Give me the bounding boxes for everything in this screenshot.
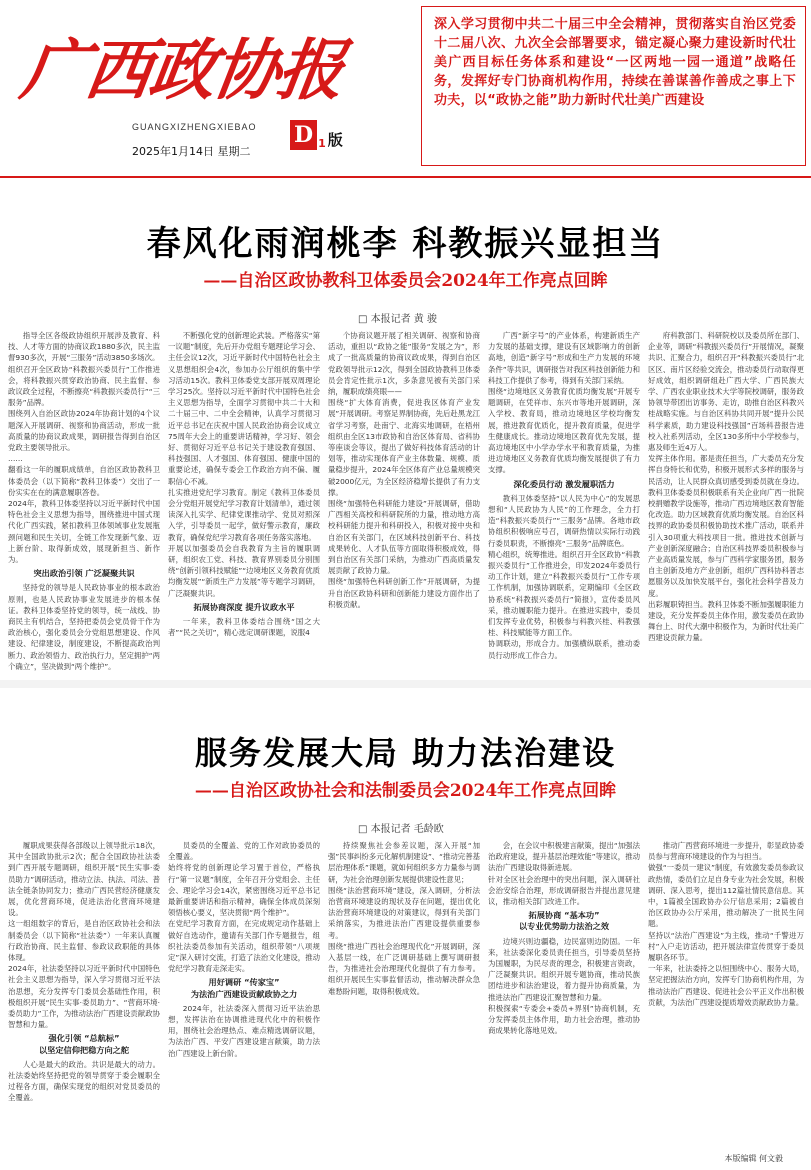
paragraph: 教科卫体委坚持“以人民为中心”的发展思想和“人民政协为人民”的工作理念，全力打造“科教振兴委员行”“三服务”品牌。各地市政协组织积极响应号召，调研热情以实际行动践行委员职责，不断擦亮“三服务”品牌底色。 精心组织，统筹推进。组织召开全区政协“科教振兴委员行”工作推进会，印发2024年委员行动工作计划，建立“科教振兴委员行”工作专项工作机制，加强协调联系，定期编印《全区政协系统“科教振兴委员行”简报》，宣传委员风采，推动履职能力提升。在推进实践中，委员们发挥专业优势，积极参与科教兴桂、科教强桂、科技赋能等方面工作。 协调联动，形成合力。加强横纵联系，推动委员行动形成工作合力。 — [488, 493, 640, 660]
article-1-column-3 — [328, 330, 480, 675]
paragraph: 坚持党的领导是人民政协事业的根本政治原则，也是人民政协事业发展进步的根本保证。教科卫体委坚持党的领导，统一战线、协商民主有机结合，坚持把委员会党员骨干作为政治核心，强化委员会分党组思想建设、作风建设、纪律建设，制度建设，不断提高政治判断力、政治领悟力、政治执行力，坚定拥护“两个确立”，坚决做到“两个维护”。 — [8, 583, 160, 671]
masthead — [0, 0, 811, 176]
page-editor: 本版编辑 何文毅 — [724, 1154, 783, 1163]
logo-pinyin: GUANGXIZHENGXIEBAO — [132, 122, 257, 132]
section-heading: 深化委员行动 激发履职活力 — [513, 478, 615, 489]
article-2 — [0, 690, 811, 1170]
edition-mark — [290, 120, 343, 150]
edition-label: 版 — [327, 131, 343, 149]
section-heading: 拓展协商深度 提升议政水平 — [193, 601, 295, 612]
article-2-column-3 — [328, 840, 480, 1158]
article-2-column-4 — [488, 840, 640, 1158]
article-1-column-1 — [8, 330, 160, 675]
edition-number: 1 — [318, 137, 326, 150]
section-heading: 用好调研 “传家宝” 为法治广西建设贡献政协之力 — [190, 977, 298, 999]
paragraph: 推动广西营商环境进一步提升，彰显政协委员参与营商环境建设的作为与担当。 做强“一委员一建议”制度，有效激发委员参政议政热情，委员们立足自身专业为社会发展，积极调研、深入思考，提出112篇社情民意信息。其中，1篇被全国政协办公厅信息采用；2篇被自治区政协办公厅采用，推动解决了一批民生问题。 坚持以“法治广西建设”为主线，推动“千警进万村”入户走访活动，把开展法律宣传贯穿于委员履职各环节。 一年来，社法委持之以恒围绕中心、服务大局，坚定把握法治方向，发挥专门协商机构作用，为推动法治广西建设、促进社会公平正义作出积极贡献，为法治广西建设提质增效贡献政协力量。 — [648, 841, 804, 1007]
edition-letter: D — [290, 120, 317, 150]
paragraph: 广西“新字号”的产业体系，构建新质生产力发展的基础支撑，建设有区域影响力的创新高地，创造“新字号”形成和生产力发展的环境条件”等共识，调研报告对我区科技创新能力和科技工作提供了参考，得到有关部门采纳。 围绕“边境地区义务教育优质均衡发展”开展专题调研，在凭祥市、东兴市等地开展调研，深入学校、教育局，推动边境地区学校均衡发展，推进教育优质化，提升教育质量，促进学生健康成长。推动边境地区教育优先发展，提高边境地区中小学办学水平和教育质量，为推进边境地区义务教育优质均衡发展提供了有力支撑。 — [488, 331, 640, 475]
paragraph: 会，在会议中积极建言献策，提出“加强法治政府建设，提升基层治理效能”等建议，推动法治广西建设取得新进展。 针对全区社会治理中的突出问题，深入调研社会治安综合治理，形成调研报告并提出意见建议，推动相关部门改进工作。 — [488, 841, 640, 907]
paragraph: 人心是最大的政治。共识是最大的动力。社法委始终坚持把党的领导贯穿于委会履职全过程各方面，确保实现党的组织对党员委员的全覆盖。 — [8, 1059, 160, 1103]
paragraph: 个协商议题开展了相关调研、视察和协商活动，重担以“政协之能”服务“发展之为”，形成了一批高质量的协商议政成果，得到自治区党政领导批示12次，得到全国政协教科卫体委员会肯定性批示1次，多条意见被有关部门采纳，履职成绩亮眼—— 围绕“扩大体育消费，促进我区体育产业发展”开展调研。考察足界制协商，先后赴黑龙江省学习考察，赴南宁、北海实地调研，在梧州组织由全区13市政协和自治区体育局、省科协等座谈会等议，提出了做好科技体育活动的计划等，推动实现体育产业主体数量、规模、质量稳步提升，2024年全区体育产业总量规模突破2000亿元，为全区经济稳增长提供了有力支撑。 围绕“加强特色科研能力建设”开展调研，借助广西相关高校和科研院所的力量，推动地方高校科研能力提升和科研投入，积极对接中央和自治区有关部门，在区域科技创新平台、科技成果转化、人才队伍等方面取得积极成效，得到自治区有关部门采纳，为推动广西高质量发展贡献了政协力量。 围绕“加强特色科研创新工作”开展调研，为提升自治区政协科研和创新能力建设方面作出了积极贡献。 — [328, 331, 480, 609]
paragraph: 不断强化党的创新理论武装。严格落实“第一议题”制度，先后开办党组专题理论学习会、主任会议12次，习近平新时代中国特色社会主义思想组织会4次，参加办公厅组织的集中学习活动15次。教科卫体委党支部开展双周理论学习25次。坚持以习近平新时代中国特色社会主义思想为指导，全面学习贯彻中共二十大和二十届三中、二中全会精神，认真学习贯彻习近平总书记在庆祝中国人民政治协商会议成立75周年大会上的重要讲话精神，学习好、领会好、贯彻好习近平总书记关于建设教育强国、科技强国、人才强国、体育强国、健康中国的重要论述，确保专委会工作政治方向不偏、履职信心不减。 扎实推进党纪学习教育。制定《教科卫体委员会分党组开展党纪学习教育计划清单》，通过领读深入扎实学、纪律党课推动学、党员对照深入学，引导委员一起学，做好警示教育，廉政教育，确保党纪学习教育各项任务落实落地。 开展以加强委员会自我教育为主旨的履职调研，组织农工党、科技、教育界别委员分别围绕“创新引领科技赋能”“边境地区义务教育优质均衡发展”“新质生产力发展”等专题学习调研，广泛凝聚共识。 — [168, 331, 320, 598]
slogan-banner — [421, 6, 806, 166]
section-heading: 强化引领 “总航标” 以坚定信仰把稳方向之舵 — [38, 1033, 130, 1055]
paragraph: 府科教部门、科研院校以及委员所在部门、企业等，调研“科教振兴委员行”开展情况，凝聚共识、汇聚合力，组织召开“科教振兴委员行”北区区、南片区经验交流会，推动委员行动取得更好成效，组织调研组赴广西大学、广西民族大学、广西农业职业技术大学等院校调研，服务政协领导带团出访事务、走访，助推自治区科教兴桂战略实施。与自治区科协共同开展“提升公民科学素质，助力建设科技强国”百场科普报告进校入社系列活动，全区130多所中小学校参与，惠及师生近4万人。 发挥主体作用。都是责任担当，广大委员充分发挥自身特长和优势，积极开展形式多样的服务与民活动，让人民群众真切感受到委员就在身边。教科卫体委委员积极联系有关企业向广西一批院校捐赠教学设施等，推动广西边境地区教育智能化改造。助力区域教育优质均衡发展。自治区科技界的政协委员积极协助技术推广活动，联系并引入30项重大科技项目一批。推进技术创新与产业创新深度融合；自治区科技界委员积极参与产业高质量发展，参与广西科学家服务团，服务自主创新及地方产业创新，组织广西科协科普志愿服务以及加快发展平台，强化社会科学普及力度。 出彩履职铸担当。教科卫体委不断加强履职能力建设，充分发挥委员主体作用，激发委员在政协舞台上、时代大潮中积极作为，为新时代壮美广西建设贡献力量。 — [648, 331, 804, 643]
article-1-title: 春风化雨润桃李 科教振兴显担当 — [146, 224, 665, 264]
issue-date: 2025年1月14日 星期二 — [132, 145, 251, 158]
article-1 — [0, 180, 811, 680]
article-1-subtitle: ——自治区政协教科卫体委员会2024年工作亮点回眸 — [203, 271, 608, 291]
newspaper-logo — [16, 20, 412, 120]
masthead-divider — [0, 176, 811, 178]
paragraph: 指导全区各级政协组织开展涉及教育、科技、人才等方面的协商议政1880多次，民主监督930多次，开展“三服务”活动3850多场次。 组织召开全区政协“科教振兴委员行”工作推进会，将科教振兴贯穿政治协商、民主监督、参政议政全过程，不断擦亮“科教振兴委员行”“三服务”品牌。 围绕列入自治区政协2024年协商计划的4个议题深入开展调研、视察和协商活动，形成一批高质量的协商议政成果，调研报告得到自治区党政主要领导批示。 …… 翻看这一年的履职成绩单，自治区政协教科卫体委员会（以下简称“教科卫体委”）交出了一份实实在在的满意履职答卷。 2024年，教科卫体委坚持以习近平新时代中国特色社会主义思想为指导，围绕推进中国式现代化广西实践，紧扣教科卫体领域事业发展瓶颈问题和民生关切，全链工作发现新气象、迈上新台阶、取得新成效，展现新担当、新作为。 — [8, 331, 160, 565]
article-2-column-5 — [648, 840, 804, 1158]
article-2-column-1 — [8, 840, 160, 1158]
logo-text: 广西政协报 — [16, 31, 348, 109]
paragraph: 履职成果获得各部级以上领导批示18次，其中全国政协批示2次；配合全国政协社法委到广西开展专题调研，组织开展“民生实事·委员助力”调研活动，推动立法、执法、司法、普法全链条协同发力；推动广西民营经济健康发展，优化营商环境，促进法治化营商环境建设。 这一组组数字的背后，是自治区政协社会和法制委员会（以下简称“社法委”）一年来认真履行政治协商、民主监督、参政议政职能的具体体现。 2024年，社法委坚持以习近平新时代中国特色社会主义思想为指导，深入学习贯彻习近平法治思想，充分发挥专门委员会基础性作用，积极组织开展“民生实事·委员助力”、“营商环境·委员助力”工作，为推动法治广西建设贡献政协智慧和力量。 — [8, 841, 160, 1030]
paragraph: 持续聚焦社会参差议题，深入开展“加强”民事纠纷多元化解机制建设”、“推动完善基层治理体系”课题，就如何组织多方力量参与调研，为社会治理创新发展提供建设性意见； 围绕“法治营商环境”建设，深入调研，分析法治营商环境建设的现状及存在问题，提出优化法治营商环境建设的对策建议，得到有关部门采纳落实，为推进法治广西建设提供重要参考。 围绕“推进广西社会治理现代化”开展调研，深入基层一线，在广泛调研基础上撰写调研报告，为推进社会治理现代化提供了有力参考。组织开展民生实事监督活动，推动解决群众急难愁盼问题，取得积极成效。 — [328, 841, 480, 996]
article-2-title: 服务发展大局 助力法治建设 — [194, 734, 617, 772]
section-divider — [0, 680, 811, 688]
paragraph: 员委员的全覆盖、党的工作对政协委员的全覆盖。 始终将党的创新理论学习置于首位，严格执行“第一议题”制度，全年召开分党组会、主任会、理论学习会14次，紧密围绕习近平总书记最新重要讲话和指示精神，确保全体成员深刻领悟核心要义，坚决贯彻“两个维护”。 在党纪学习教育方面，在完成规定动作基础上做好自选动作，邀请有关部门作专题报告，组织社法委员参加有关活动，组织带领“八项规定”深入研讨交流，打造了法治文化建设，推动党纪学习教育走深走实。 — [168, 841, 320, 974]
article-1-column-4 — [488, 330, 640, 675]
section-heading: 拓展协商 “基本功” 以专业优势助力法治之效 — [518, 910, 610, 932]
article-2-byline: □ 本报记者 毛龄欧 — [358, 824, 444, 835]
paragraph: 2024年，社法委深入贯彻习近平法治思想，发挥法治在协调推进现代化中的积极作用，围绕社会治理热点、难点精选调研议题，为法治广西、平安广西建设建言献策，助力法治广西建设上新台阶。 — [168, 1003, 320, 1058]
article-1-column-5 — [648, 330, 804, 675]
slogan-text: 深入学习贯彻中共二十届三中全会精神，贯彻落实自治区党委十二届八次、九次全会部署要求，锚定凝心聚力建设新时代壮美广西目标任务体系和建设“一区两地一园一通道”战略任务，发挥好专门协商机构作用，持续在善谋善作善成之事上下功夫，以“政协之能”助力新时代壮美广西建设 — [434, 17, 796, 108]
article-2-subtitle: ——自治区政协社会和法制委员会2024年工作亮点回眸 — [194, 781, 617, 801]
article-1-byline: □ 本报记者 黄 骏 — [358, 314, 437, 325]
article-2-column-2 — [168, 840, 320, 1158]
paragraph: 边境兴则边疆稳，边民富则边防固。一年来，社法委深化委员责任担当，引导委员坚持为国履职，为民尽责的理念，积极建言资政，广泛凝聚共识。组织开展专题协商，推动民族团结进步和法治建设，着力提升协商质量，为推进法治广西建设汇聚智慧和力量。 积极探索“专委会+委员+界别”协商机制，充分发挥委员主体作用，助力社会治理，推动协商成果转化落地见效。 — [488, 936, 640, 1036]
section-heading: 突出政治引领 广泛凝聚共识 — [33, 568, 135, 579]
article-1-column-2 — [168, 330, 320, 675]
paragraph: 一年来，教科卫体委结合围绕“国之大者”“民之关切”，精心选定调研课题，说服4 — [168, 617, 320, 638]
